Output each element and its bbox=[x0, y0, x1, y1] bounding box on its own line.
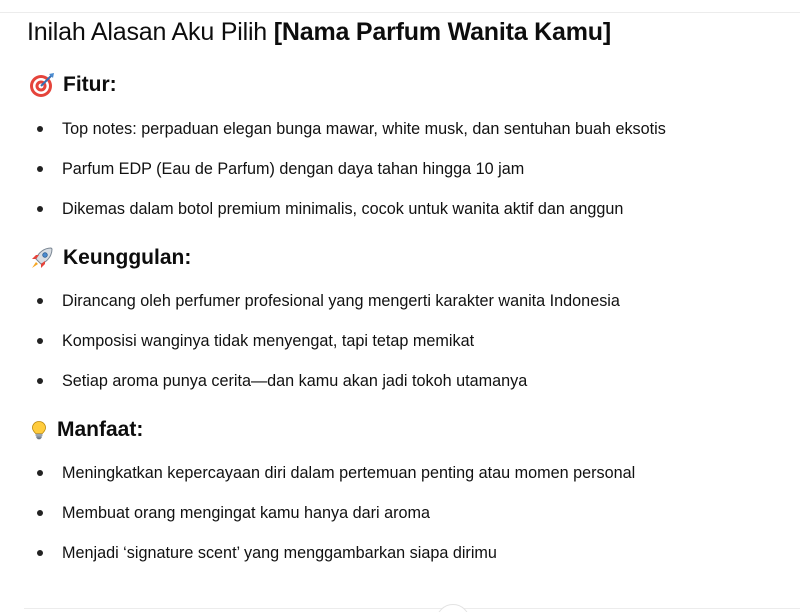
list-item-text: Dirancang oleh perfumer profesional yang mengerti karakter wanita Indonesia bbox=[62, 292, 620, 310]
list-item bbox=[0, 370, 620, 410]
rocket-icon bbox=[29, 245, 55, 271]
section-heading-manfaat bbox=[29, 417, 143, 443]
section-heading-label: Keunggulan: bbox=[63, 246, 192, 269]
bullet-icon bbox=[37, 166, 43, 172]
list-keunggulan bbox=[0, 290, 620, 410]
list-item bbox=[0, 462, 635, 502]
list-item-text: Top notes: perpaduan elegan bunga mawar, white musk, dan sentuhan buah eksotis bbox=[62, 120, 666, 138]
section-heading-keunggulan bbox=[29, 245, 191, 271]
list-item bbox=[0, 542, 635, 582]
target-icon bbox=[29, 72, 55, 98]
lightbulb-icon bbox=[29, 417, 49, 443]
bullet-icon bbox=[37, 298, 43, 304]
top-divider bbox=[0, 12, 800, 13]
list-item-text: Meningkatkan kepercayaan diri dalam pertemuan penting atau momen personal bbox=[62, 464, 636, 482]
list-item bbox=[0, 502, 635, 542]
bullet-icon bbox=[37, 378, 43, 384]
list-item bbox=[0, 158, 666, 198]
bullet-icon bbox=[37, 126, 43, 132]
list-item-text: Setiap aroma punya cerita—dan kamu akan jadi tokoh utamanya bbox=[62, 372, 528, 390]
bullet-icon bbox=[37, 470, 43, 476]
section-heading-fitur bbox=[29, 72, 117, 98]
bottom-divider bbox=[24, 608, 800, 609]
list-item-text: Membuat orang mengingat kamu hanya dari aroma bbox=[62, 504, 431, 522]
scroll-down-button[interactable] bbox=[436, 604, 470, 612]
list-item-text: Dikemas dalam botol premium minimalis, cocok untuk wanita aktif dan anggun bbox=[62, 200, 624, 218]
list-item bbox=[0, 290, 620, 330]
list-item-text: Parfum EDP (Eau de Parfum) dengan daya tahan hingga 10 jam bbox=[62, 160, 525, 178]
list-item-text: Menjadi ‘signature scent’ yang menggambarkan siapa dirimu bbox=[62, 544, 497, 562]
bullet-icon bbox=[37, 510, 43, 516]
list-item bbox=[0, 118, 666, 158]
bullet-icon bbox=[37, 338, 43, 344]
title-prefix: Inilah Alasan Aku Pilih bbox=[27, 18, 268, 46]
page-title bbox=[27, 18, 611, 47]
list-fitur bbox=[0, 118, 666, 238]
list-item bbox=[0, 198, 666, 238]
section-heading-label: Fitur: bbox=[63, 73, 117, 96]
bullet-icon bbox=[37, 550, 43, 556]
section-heading-label: Manfaat: bbox=[57, 418, 144, 441]
list-item bbox=[0, 330, 620, 370]
bullet-icon bbox=[37, 206, 43, 212]
list-manfaat bbox=[0, 462, 635, 582]
title-highlight: [Nama Parfum Wanita Kamu] bbox=[273, 18, 611, 46]
list-item-text: Komposisi wanginya tidak menyengat, tapi tetap memikat bbox=[62, 332, 475, 350]
